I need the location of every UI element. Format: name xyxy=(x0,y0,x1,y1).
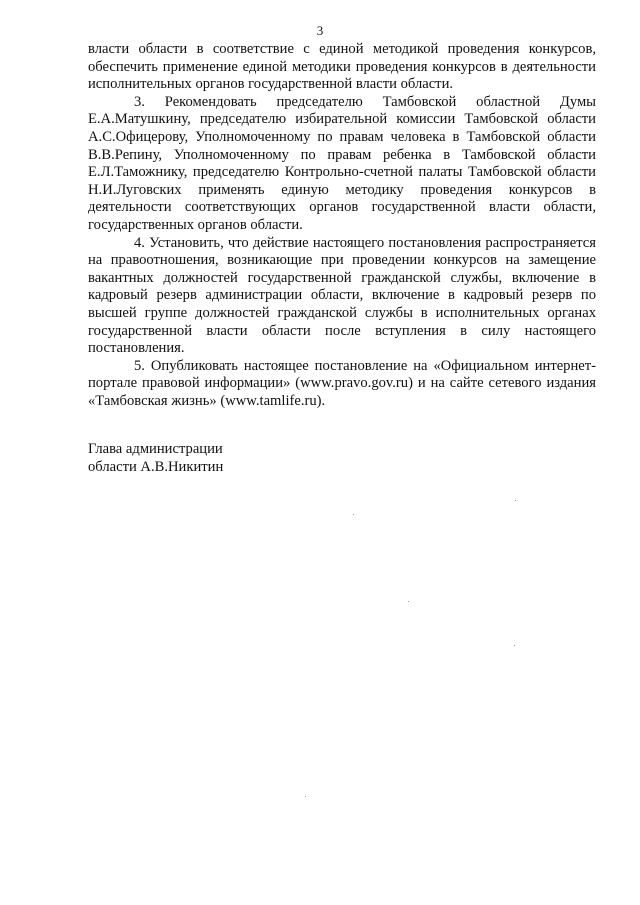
paragraph-item-3: 3. Рекомендовать председателю Тамбовской областной Думы Е.А.Матушкину, председателю избирательной комиссии Тамбовской области А.С.Офицерову, Уполномоченному по правам человека в Тамбовской области В.В.Репину, Уполномоченному по правам ребенка в Тамбовской области Е.Л.Таможнику, председателю Контрольно-счетной палаты Тамбовской области Н.И.Луговских применять единую методику проведения конкурсов в деятельности соответствующих органов государственной власти области, государственных органов области. xyxy=(88,93,596,233)
page-number: 3 xyxy=(316,23,324,38)
scan-speck xyxy=(305,796,306,797)
scan-speck xyxy=(514,645,515,646)
document-body xyxy=(88,41,596,410)
scan-speck xyxy=(353,514,354,515)
paragraph-item-5: 5. Опубликовать настоящее постановление на «Официальном интернет-портале правовой информации» (www.pravo.gov.ru) и на сайте сетевого издания «Тамбовская жизнь» (www.tamlife.ru). xyxy=(88,357,596,409)
scan-speck xyxy=(408,601,409,602)
paragraph-item-4: 4. Установить, что действие настоящего постановления распространяется на правоотношения, возникающие при проведении конкурсов на замещение вакантных должностей государственной гражданской службы, включение в кадровый резерв администрации области, включение в кадровый резерв по высшей группе должностей гражданской службы в исполнительных органах государственной власти области после вступления в силу настоящего постановления. xyxy=(88,234,596,357)
signature-name: области А.В.Никитин xyxy=(88,458,224,475)
paragraph-continuation: власти области в соответствие с единой методикой проведения конкурсов, обеспечить применение единой методики проведения конкурсов в деятельности исполнительных органов государственной власти области. xyxy=(88,41,596,93)
signature-block xyxy=(88,441,223,476)
scan-speck xyxy=(515,500,516,501)
signature-title: Глава администрации xyxy=(88,441,223,457)
